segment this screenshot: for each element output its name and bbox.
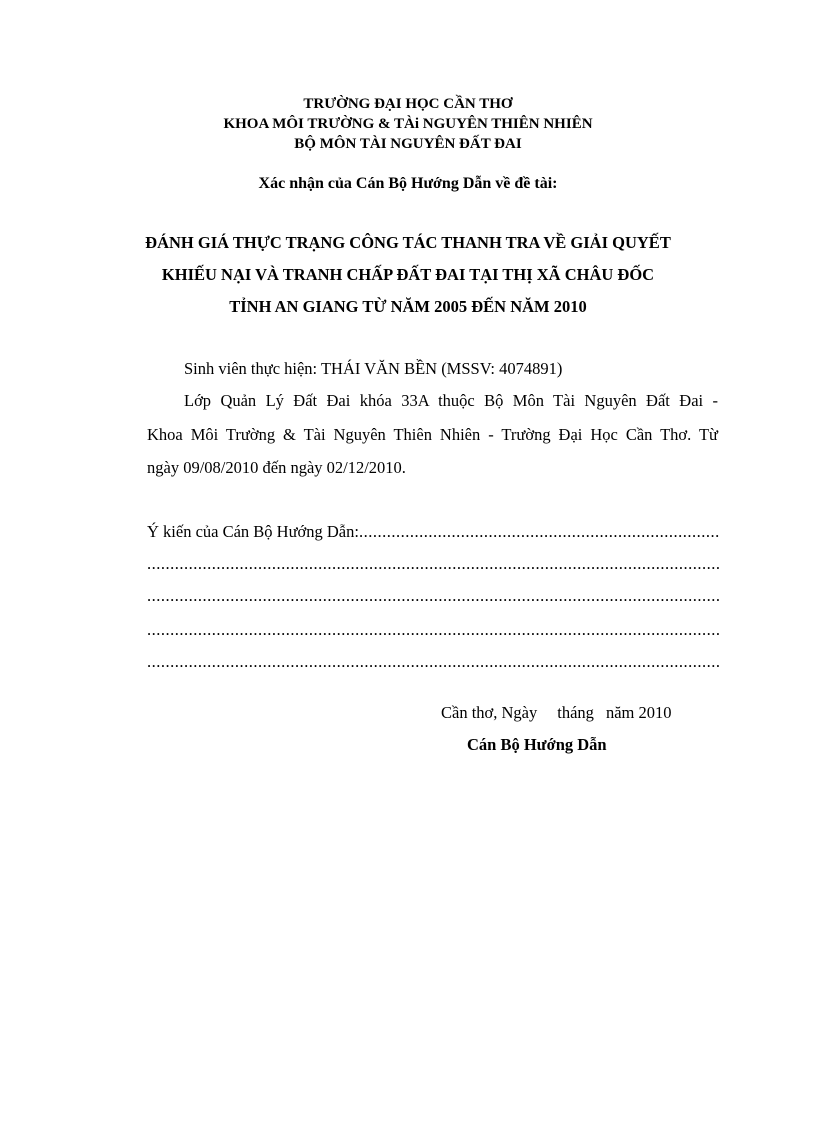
opinion-dotted-line [359, 522, 720, 544]
signature-month: tháng [557, 703, 594, 722]
thesis-title-line-3: TỈNH AN GIANG TỪ NĂM 2005 ĐẾN NĂM 2010 [229, 297, 587, 316]
opinion-dotted-line [147, 586, 720, 606]
department-name: BỘ MÔN TÀI NGUYÊN ĐẤT ĐAI [294, 136, 522, 152]
opinion-label: Ý kiến của Cán Bộ Hướng Dẫn: [147, 522, 359, 541]
student-info: Sinh viên thực hiện: THÁI VĂN BỀN (MSSV: 4074891) [184, 359, 563, 378]
thesis-title-line-1: ĐÁNH GIÁ THỰC TRẠNG CÔNG TÁC THANH TRA VỀ GIẢI QUYẾT [145, 233, 671, 252]
class-info-line-2: Khoa Môi Trường & Tài Nguyên Thiên Nhiên - Trường Đại Học Cần Thơ. Từ [147, 425, 718, 444]
signature-title: Cán Bộ Hướng Dẫn [467, 735, 607, 754]
class-info-line-1: Lớp Quản Lý Đất Đai khóa 33A thuộc Bộ Môn Tài Nguyên Đất Đai - [184, 391, 718, 410]
opinion-dotted-line [147, 554, 720, 574]
opinion-row [147, 522, 720, 544]
thesis-title-line-2: KHIẾU NẠI VÀ TRANH CHẤP ĐẤT ĐAI TẠI THỊ XÃ CHÂU ĐỐC [161, 265, 655, 284]
opinion-dotted-line [147, 620, 720, 640]
signature-date [441, 703, 671, 723]
class-info-line-3: ngày 09/08/2010 đến ngày 02/12/2010. [147, 458, 406, 477]
faculty-name: KHOA MÔI TRƯỜNG & TÀi NGUYÊN THIÊN NHIÊN [223, 116, 593, 132]
university-name: TRƯỜNG ĐẠI HỌC CẦN THƠ [303, 96, 513, 112]
confirmation-heading: Xác nhận của Cán Bộ Hướng Dẫn về đề tài: [258, 175, 558, 192]
signature-year: năm 2010 [605, 703, 672, 722]
signature-place-day: Cần thơ, Ngày [441, 703, 538, 722]
opinion-dotted-line [147, 652, 720, 672]
